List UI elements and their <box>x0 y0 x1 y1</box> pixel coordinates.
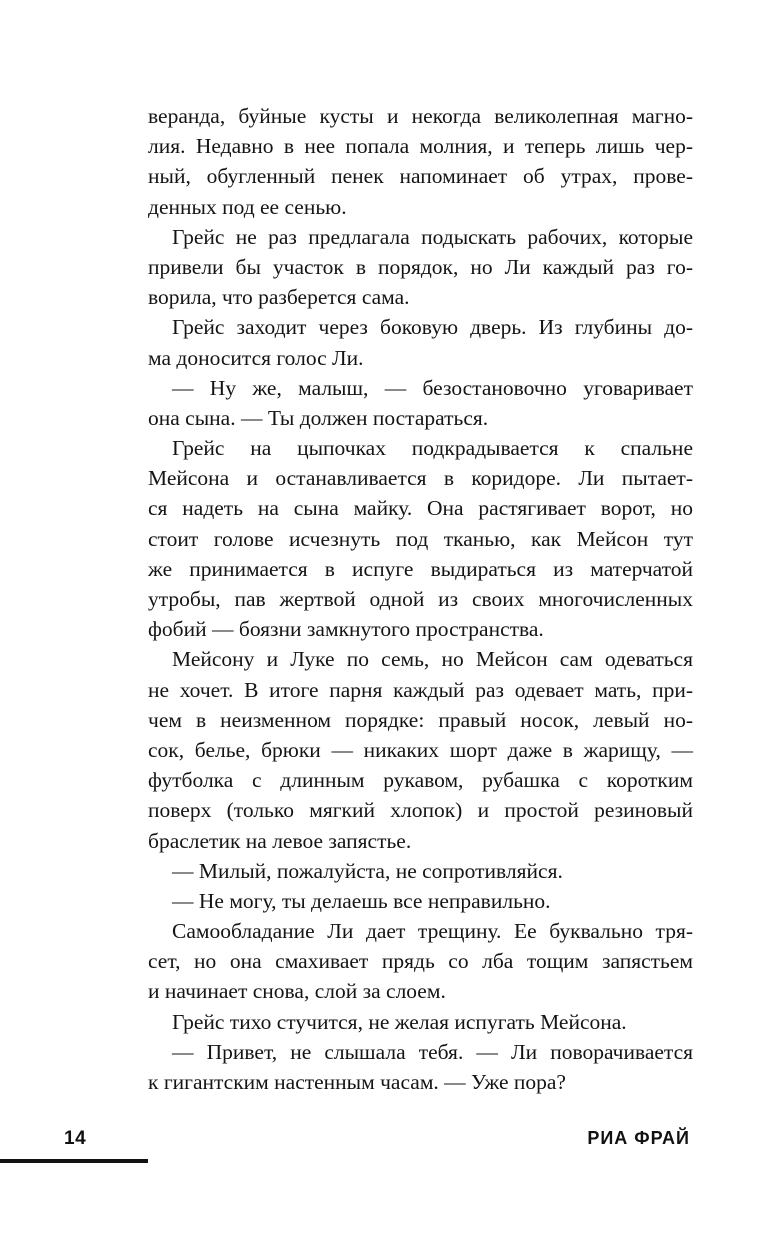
page-number: 14 <box>64 1128 87 1149</box>
text-line: утробы, пав жертвой одной из своих многочисленных <box>148 587 693 611</box>
text-line: — Привет, не слышала тебя. — Ли поворачивается <box>172 1039 693 1064</box>
page-footer <box>0 1128 768 1168</box>
text-line: Грейс заходит через боковую дверь. Из глубины до- <box>172 315 693 340</box>
text-line: сок, белье, брюки — никаких шорт даже в жарищу, — <box>148 737 693 762</box>
text-line: не хочет. В итоге парня каждый раз одевает мать, при- <box>148 677 693 702</box>
text-line: Грейс на цыпочках подкрадывается к спальне <box>172 436 693 461</box>
text-line: Грейс тихо стучится, не желая испугать Мейсона. <box>172 1009 627 1034</box>
text-line: привели бы участок в порядок, но Ли каждый раз го- <box>148 254 693 279</box>
body-text <box>148 101 693 1097</box>
text-line: сет, но она смахивает прядь со лба тощим запястьем <box>148 949 693 974</box>
text-line: — Милый, пожалуйста, не сопротивляйся. <box>172 858 563 883</box>
text-line: ворила, что разберется сама. <box>148 285 410 310</box>
text-line: и начинает снова, слой за слоем. <box>148 979 446 1004</box>
text-line: фобий — боязни замкнутого пространства. <box>148 617 544 642</box>
text-line: веранда, буйные кусты и некогда великолепная магно- <box>148 104 693 128</box>
text-line: Мейсона и останавливается в коридоре. Ли пытает- <box>148 466 693 491</box>
text-line: стоит голове исчезнуть под тканью, как Мейсон тут <box>148 526 693 551</box>
text-line: — Не могу, ты делаешь все неправильно. <box>172 888 551 913</box>
text-line: ма доносится голос Ли. <box>148 345 364 370</box>
text-line: браслетик на левое запястье. <box>148 828 412 853</box>
text-line: Самообладание Ли дает трещину. Ее буквально тря- <box>172 919 693 944</box>
text-line: она сына. — Ты должен постараться. <box>148 405 489 430</box>
footer-rule <box>0 1159 148 1163</box>
text-line: поверх (только мягкий хлопок) и простой резиновый <box>148 798 693 823</box>
text-line: чем в неизменном порядке: правый носок, левый но- <box>148 707 693 732</box>
text-line: Мейсону и Луке по семь, но Мейсон сам одеваться <box>172 647 693 672</box>
text-line: лия. Недавно в нее попала молния, и теперь лишь чер- <box>148 134 693 159</box>
text-line: ся надеть на сына майку. Она растягивает ворот, но <box>148 496 693 521</box>
text-line: ный, обугленный пенек напоминает об утрах, прове- <box>148 164 693 189</box>
running-head-author: РИА ФРАЙ <box>587 1128 690 1148</box>
text-line: к гигантским настенным часам. — Уже пора? <box>148 1070 566 1094</box>
text-line: футболка с длинным рукавом, рубашка с коротким <box>148 768 693 793</box>
text-line: денных под ее сенью. <box>148 194 347 219</box>
text-line: — Ну же, малыш, — безостановочно уговаривает <box>172 375 693 400</box>
text-line: же принимается в испуге выдираться из матерчатой <box>148 556 693 581</box>
text-line: Грейс не раз предлагала подыскать рабочих, которые <box>172 224 693 249</box>
